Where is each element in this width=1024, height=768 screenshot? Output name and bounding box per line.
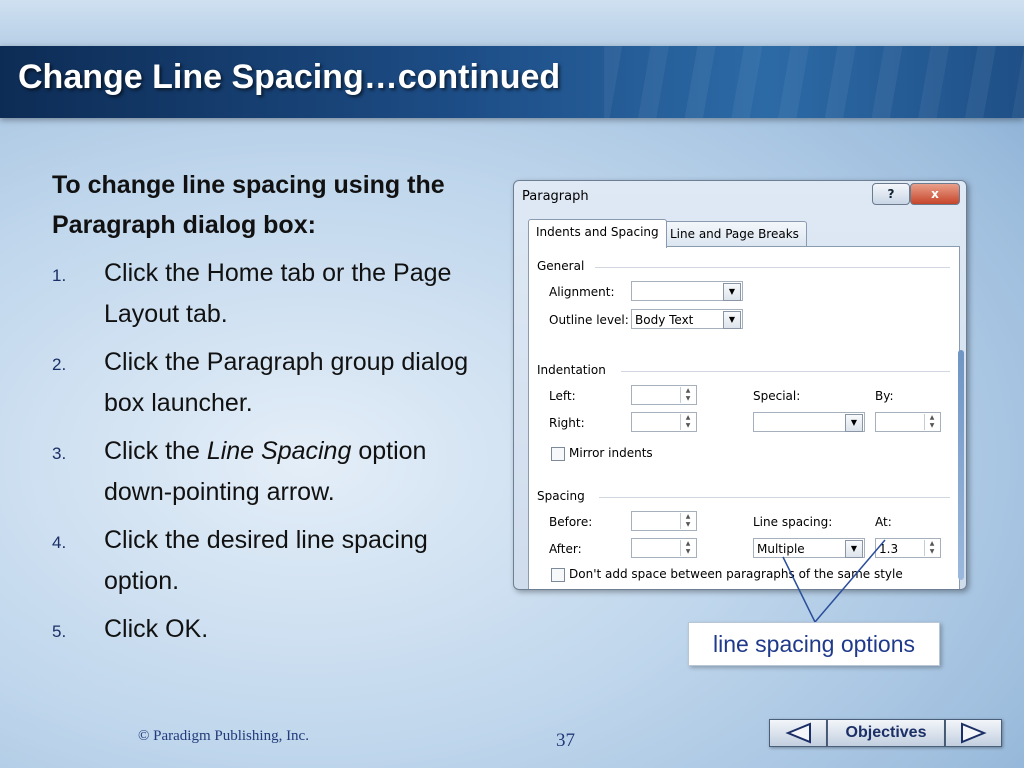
step-item [52, 520, 482, 602]
dont-add-space-checkbox[interactable] [551, 568, 565, 582]
step-number: 4. [52, 533, 67, 552]
slide-title: Change Line Spacing…continued [18, 58, 561, 96]
alignment-select[interactable] [631, 281, 743, 301]
tab-indents-and-spacing[interactable]: Indents and Spacing [528, 219, 667, 248]
spinner-icon[interactable]: ▲ ▼ [680, 414, 695, 430]
step-item [52, 342, 482, 424]
copyright-footer: © Paradigm Publishing, Inc. [138, 728, 309, 744]
callout-label: line spacing options [688, 622, 940, 666]
chevron-down-icon[interactable]: ▼ [845, 414, 863, 432]
at-label: At: [875, 515, 892, 529]
general-heading: General [537, 259, 585, 273]
divider [595, 267, 950, 268]
step-text: Click the desired line spacing option. [104, 526, 428, 595]
step-number: 3. [52, 444, 67, 463]
paragraph-dialog [513, 180, 967, 590]
mirror-indents-checkbox[interactable] [551, 447, 565, 461]
step-text-emphasis: Line Spacing [206, 437, 352, 465]
steps-list [52, 253, 482, 650]
special-label: Special: [753, 389, 801, 403]
top-strip [0, 0, 1024, 46]
next-button[interactable] [945, 719, 1002, 747]
after-label: After: [549, 542, 582, 556]
page-number: 37 [556, 730, 575, 751]
step-item [52, 431, 482, 513]
by-label: By: [875, 389, 894, 403]
at-value: 1.3 [879, 542, 899, 556]
step-text: Click the Paragraph group dialog box launcher. [104, 348, 469, 417]
space-before-input[interactable] [631, 511, 697, 531]
slide-content [52, 165, 482, 657]
title-decoration [604, 46, 1024, 118]
spinner-icon[interactable]: ▲ ▼ [680, 387, 695, 403]
mirror-indents-label: Mirror indents [569, 446, 653, 460]
dialog-title: Paragraph [522, 189, 589, 204]
outline-level-select[interactable] [631, 309, 743, 329]
spinner-icon[interactable]: ▲ ▼ [924, 540, 939, 556]
spinner-icon[interactable]: ▲ ▼ [680, 513, 695, 529]
by-input[interactable] [875, 412, 941, 432]
chevron-down-icon[interactable]: ▼ [845, 540, 863, 558]
left-indent-input[interactable] [631, 385, 697, 405]
step-number: 2. [52, 355, 67, 374]
help-button[interactable]: ? [872, 183, 910, 205]
tab-line-and-page-breaks[interactable]: Line and Page Breaks [662, 221, 807, 246]
divider [621, 371, 950, 372]
before-label: Before: [549, 515, 593, 529]
step-number: 1. [52, 266, 67, 285]
left-label: Left: [549, 389, 576, 403]
outline-level-label: Outline level: [549, 313, 629, 327]
step-text: Click the Home tab or the Page Layout tab. [104, 259, 452, 328]
space-after-input[interactable] [631, 538, 697, 558]
step-text: Click OK. [104, 615, 209, 643]
close-button[interactable]: x [910, 183, 960, 205]
previous-button[interactable] [769, 719, 827, 747]
indentation-heading: Indentation [537, 363, 606, 377]
tab-panel [528, 246, 960, 590]
dont-add-space-label: Don't add space between paragraphs of the same style [569, 567, 903, 581]
alignment-label: Alignment: [549, 285, 615, 299]
spacing-heading: Spacing [537, 489, 585, 503]
left-triangle-icon [770, 720, 826, 746]
right-label: Right: [549, 416, 585, 430]
chevron-down-icon[interactable]: ▼ [723, 311, 741, 329]
step-text-post: option down-pointing arrow. [104, 437, 427, 506]
at-input[interactable] [875, 538, 941, 558]
chevron-down-icon[interactable]: ▼ [723, 283, 741, 301]
line-spacing-value: Multiple [757, 542, 805, 556]
right-indent-input[interactable] [631, 412, 697, 432]
step-number: 5. [52, 622, 67, 641]
step-item [52, 253, 482, 335]
spinner-icon[interactable]: ▲ ▼ [680, 540, 695, 556]
step-item [52, 609, 482, 650]
outline-level-value: Body Text [635, 313, 694, 327]
objectives-button[interactable]: Objectives [827, 719, 945, 747]
spinner-icon[interactable]: ▲ ▼ [924, 414, 939, 430]
divider [599, 497, 950, 498]
special-select[interactable] [753, 412, 865, 432]
scroll-indicator [958, 350, 964, 580]
right-triangle-icon [946, 720, 1001, 746]
line-spacing-select[interactable] [753, 538, 865, 558]
line-spacing-label: Line spacing: [753, 515, 833, 529]
step-text-pre: Click the [104, 437, 207, 465]
intro-text: To change line spacing using the Paragraph dialog box: [52, 171, 445, 239]
title-bar [0, 46, 1024, 118]
